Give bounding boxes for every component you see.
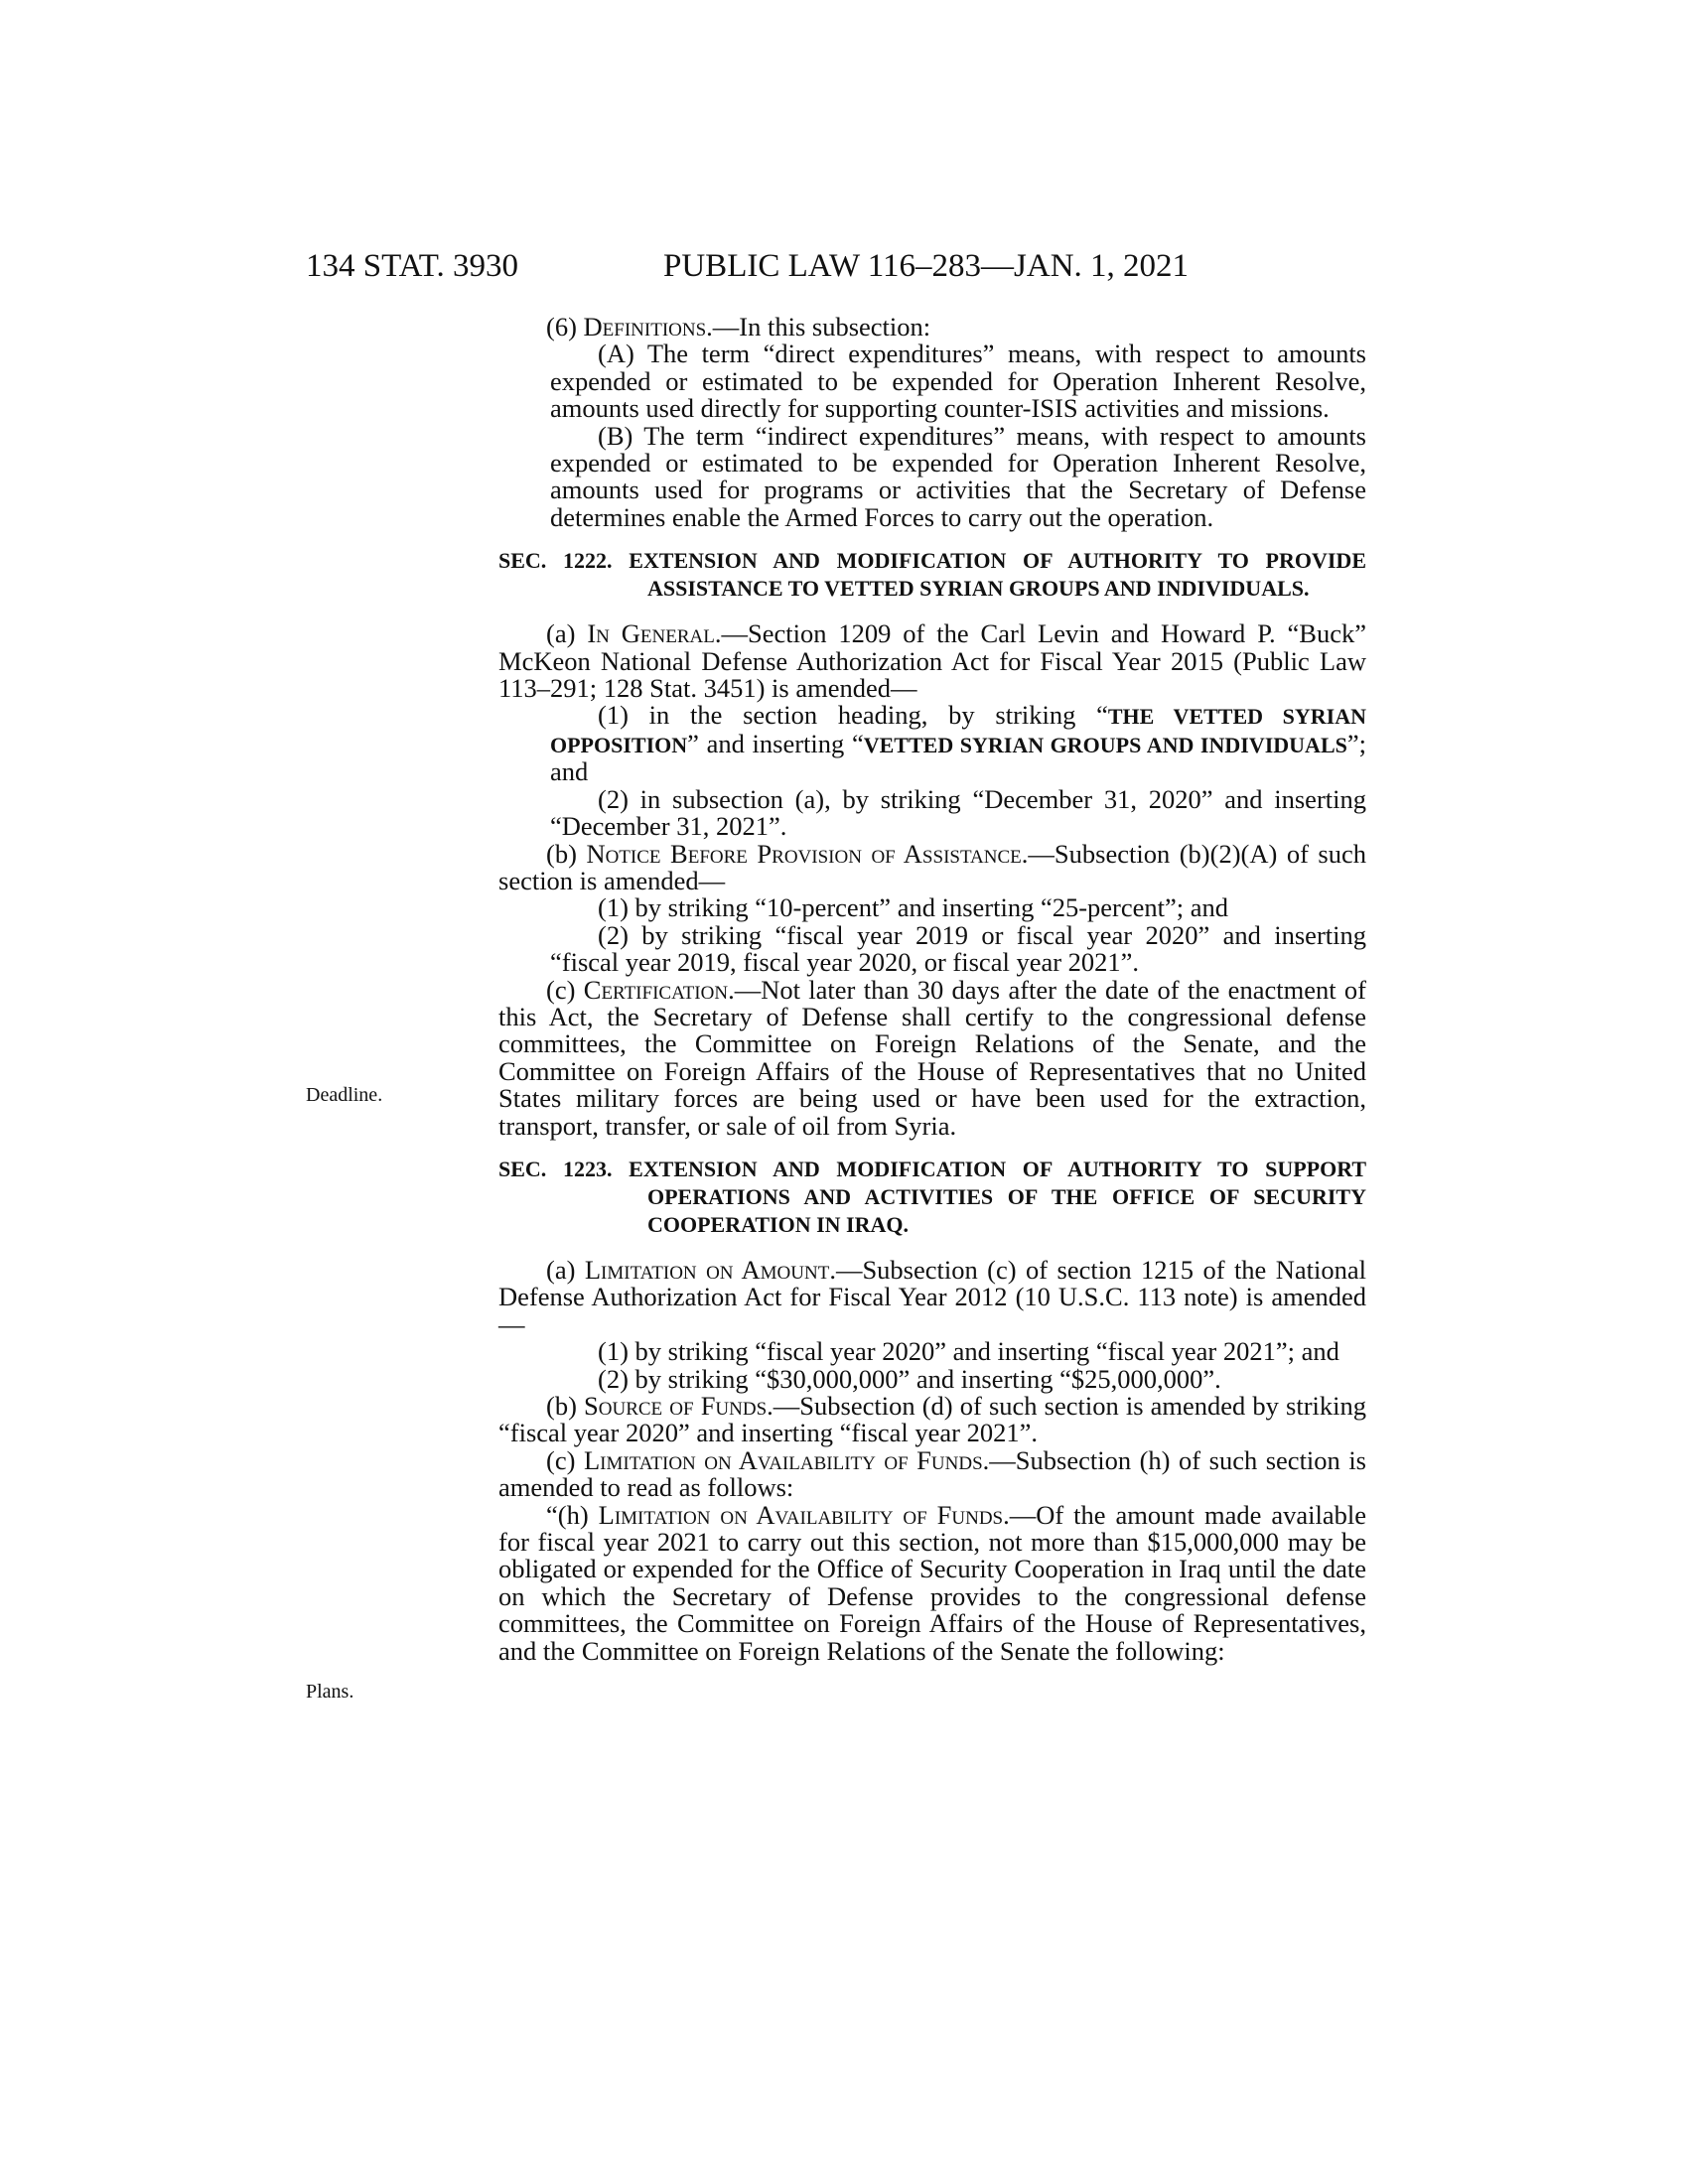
paragraph-6-definitions: (6) Definitions.—In this subsection:	[546, 312, 931, 341]
subparagraph-b-indirect: (B) The term “indirect expenditures” means, with respect to amounts expended or estimated to be expended for Operation Inherent Resolve, amounts used for programs or activities that the Secretary of Defense determines enable the Armed Forces to carry out the operation.	[550, 420, 1366, 532]
subsection-1222-a-2: (2) in subsection (a), by striking “December 31, 2020” and inserting “December 31, 2021”.	[550, 783, 1366, 842]
document-body	[498, 314, 1366, 1665]
stat-page-number: 134 STAT. 3930	[306, 248, 519, 284]
margin-note-deadline: Deadline.	[306, 1084, 383, 1106]
subsection-1222-b: (b) Notice Before Provision of Assistance.—Subsection (b)(2)(A) of such section is amended—	[498, 838, 1366, 895]
subsection-1222-b-1: (1) by striking “10-percent” and inserting “25-percent”; and	[598, 892, 1229, 923]
margin-note-plans: Plans.	[306, 1681, 354, 1703]
section-1222-heading: SEC. 1222. EXTENSION AND MODIFICATION OF AUTHORITY TO PROVIDE ASSISTANCE TO VETTED SYRIAN GROUPS AND INDIVIDUALS.	[498, 548, 1366, 602]
section-1223-heading: SEC. 1223. EXTENSION AND MODIFICATION OF AUTHORITY TO SUPPORT OPERATIONS AND ACTIVITIES OF THE OFFICE OF SECURITY COOPERATION IN IRAQ.	[498, 1156, 1366, 1237]
subsection-1222-a-1: (1) in the section heading, by striking “THE VETTED SYRIAN OPPOSITION” and inserting “VETTED SYRIAN GROUPS AND INDIVIDUALS”; and	[550, 700, 1366, 787]
subsection-1223-a-2: (2) by striking “$30,000,000” and inserting “$25,000,000”.	[598, 1363, 1221, 1394]
running-header: PUBLIC LAW 116–283—JAN. 1, 2021	[663, 248, 1190, 284]
subparagraph-a-direct: (A) The term “direct expenditures” means, with respect to amounts expended or estimated to be expended for Operation Inherent Resolve, amounts used directly for supporting counter-ISIS activities and missions.	[550, 339, 1366, 424]
subsection-1223-b: (b) Source of Funds.—Subsection (d) of such section is amended by striking “fiscal year 2020” and inserting “fiscal year 2021”.	[498, 1391, 1366, 1448]
subsection-1222-c: (c) Certification.—Not later than 30 days after the date of the enactment of this Act, the Secretary of Defense shall certify to the congressional defense committees, the Committee on Foreign Relations of the Senate, and the Committee on Foreign Affairs of the House of Representatives that no United States military forces are being used or have been used for the extraction, transport, transfer, or sale of oil from Syria.	[498, 974, 1366, 1141]
subsection-1222-a: (a) In General.—Section 1209 of the Carl Levin and Howard P. “Buck” McKeon National Defense Authorization Act for Fiscal Year 2015 (Public Law 113–291; 128 Stat. 3451) is amended—	[498, 618, 1366, 704]
subsection-1222-b-2: (2) by striking “fiscal year 2019 or fiscal year 2020” and inserting “fiscal year 2019, fiscal year 2020, or fiscal year 2021”.	[550, 919, 1366, 978]
quoted-subsection-h: “(h) Limitation on Availability of Funds.—Of the amount made available for fiscal year 2021 to carry out this section, not more than $15,000,000 may be obligated or expended for the Office of Security Cooperation in Iraq until the date on which the Secretary of Defense provides to the congressional defense committees, the Committee on Foreign Affairs of the House of Representatives, and the Committee on Foreign Relations of the Senate the following:	[498, 1499, 1366, 1666]
subsection-1223-a-1: (1) by striking “fiscal year 2020” and inserting “fiscal year 2021”; and	[598, 1336, 1339, 1367]
subsection-1223-a: (a) Limitation on Amount.—Subsection (c) of section 1215 of the National Defense Authorization Act for Fiscal Year 2012 (10 U.S.C. 113 note) is amended—	[498, 1254, 1367, 1339]
subsection-1223-c: (c) Limitation on Availability of Funds.—Subsection (h) of such section is amended to read as follows:	[498, 1444, 1366, 1503]
